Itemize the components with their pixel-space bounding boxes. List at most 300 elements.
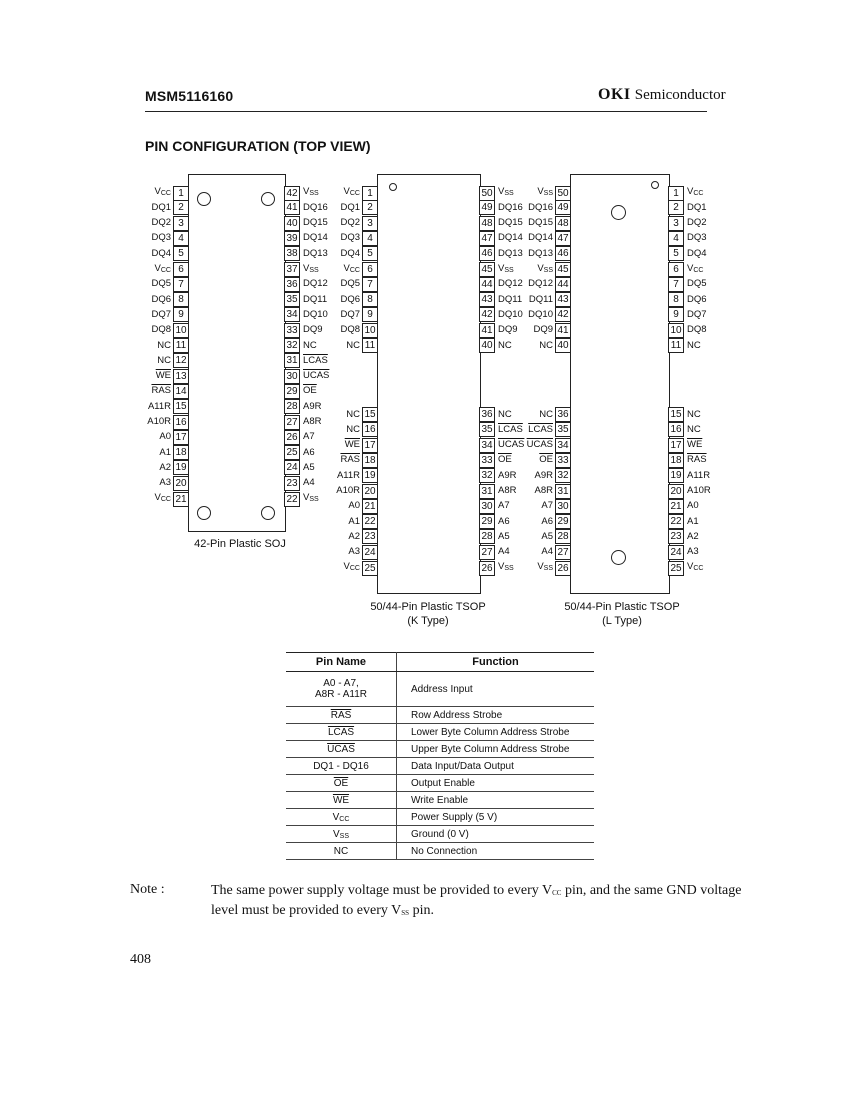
pin-number: 44	[555, 277, 571, 292]
pin-label: DQ7	[151, 308, 171, 320]
pin-number: 43	[479, 292, 495, 307]
pin-label: DQ10	[528, 308, 553, 320]
column-header-function: Function	[397, 653, 595, 672]
function-cell: Ground (0 V)	[397, 826, 595, 843]
pin-5	[668, 246, 707, 261]
pin-8	[668, 292, 707, 307]
pin-label: A4	[498, 546, 510, 558]
table-row	[286, 758, 594, 775]
pin-label: A3	[159, 477, 171, 489]
pin-label: DQ11	[303, 293, 328, 305]
pin-30	[479, 499, 510, 514]
pin-34	[284, 307, 328, 322]
pin-label: $\overline{WE}$	[344, 439, 360, 451]
pin-name-cell: $\overline{OE}$	[286, 775, 397, 792]
pin-7	[328, 277, 378, 292]
pin-12	[139, 353, 189, 368]
pin-label: $V_{SS}$	[303, 492, 319, 503]
tsop-l-caption	[532, 600, 712, 628]
pin-label: NC	[498, 408, 512, 420]
pin-number: 1	[668, 186, 684, 201]
pin-label: $V_{SS}$	[537, 262, 553, 274]
pin-number: 50	[555, 186, 571, 201]
pin-20	[139, 476, 189, 491]
caption-line: 42-Pin Plastic SOJ	[194, 538, 286, 550]
pin-label: $V_{CC}$	[687, 262, 704, 274]
pin-label: DQ10	[498, 308, 523, 320]
pin-label: DQ8	[151, 324, 171, 336]
pin-number: 10	[668, 323, 684, 338]
pin-number: 40	[479, 338, 495, 353]
pin-label: A6	[303, 446, 315, 458]
pin-15	[668, 407, 701, 422]
pin-number: 43	[555, 292, 571, 307]
pin-label: $V_{SS}$	[303, 186, 319, 197]
pin-label: NC	[346, 339, 360, 351]
pin-label: $V_{SS}$	[537, 186, 553, 197]
pin-label: DQ16	[498, 201, 523, 213]
pin-number: 49	[555, 200, 571, 215]
column-header-pin-name: Pin Name	[286, 653, 397, 672]
mounting-hole-icon	[611, 550, 626, 565]
pin-24	[284, 460, 315, 475]
pin-label: NC	[539, 408, 553, 420]
pin-5	[139, 246, 189, 261]
pin-6	[668, 262, 703, 277]
pin-22	[668, 514, 699, 529]
pin-label: $\overline{RAS}$	[340, 454, 360, 466]
pin-label: A5	[498, 530, 510, 542]
pin-number: 21	[173, 492, 189, 507]
pin-11	[668, 338, 701, 353]
pin-32	[284, 338, 317, 353]
pin-label: DQ5	[687, 278, 707, 290]
pin-number: 31	[284, 353, 300, 368]
pin-label: DQ4	[151, 247, 171, 259]
pin-4	[668, 231, 707, 246]
pin-number: 11	[668, 338, 684, 353]
pin-30	[516, 499, 571, 514]
pin-label: UCAS	[498, 439, 525, 451]
pin-number: 32	[555, 468, 571, 483]
pin-number: 9	[173, 307, 189, 322]
pin-label: DQ5	[151, 278, 171, 290]
pin-name-cell: $V_{SS}$	[286, 826, 397, 843]
pin-label: LCAS	[303, 354, 328, 366]
pin-label: DQ11	[498, 293, 523, 305]
pin-number: 37	[284, 262, 300, 277]
pin-42	[516, 307, 571, 322]
pin-label: A11R	[687, 469, 711, 481]
brand-header	[598, 86, 726, 104]
pin-label: $V_{CC}$	[687, 561, 704, 572]
pin-33	[516, 453, 571, 468]
pin-label: A2	[348, 530, 360, 542]
pin-number: 11	[173, 338, 189, 353]
pin-label: DQ13	[303, 247, 328, 259]
pin-number: 26	[555, 561, 571, 576]
pin-19	[139, 460, 189, 475]
function-cell: Write Enable	[397, 792, 595, 809]
pin-number: 10	[173, 323, 189, 338]
pin-3	[668, 216, 707, 231]
pin-23	[328, 529, 378, 544]
pin-40	[479, 338, 512, 353]
pin-24	[668, 545, 699, 560]
pin-13	[139, 369, 189, 384]
pin-label: NC	[303, 339, 317, 351]
soj-caption	[150, 537, 330, 551]
pin-42	[284, 185, 319, 200]
pin-label: A1	[159, 446, 171, 458]
pin-number: 28	[555, 529, 571, 544]
pin-number: 25	[284, 445, 300, 460]
pin-number: 38	[284, 246, 300, 261]
pin-33	[479, 453, 512, 468]
pin-label: A0	[159, 431, 171, 443]
caption-line: 50/44-Pin Plastic TSOP	[564, 601, 680, 613]
table-row	[286, 707, 594, 724]
pin-number: 17	[362, 438, 378, 453]
pin-label: NC	[157, 339, 171, 351]
pin-number: 14	[173, 384, 189, 399]
pin-21	[328, 499, 378, 514]
pin-label: DQ3	[340, 232, 360, 244]
pin-number: 48	[479, 216, 495, 231]
pin-22	[284, 491, 319, 506]
pin-label: $V_{CC}$	[343, 561, 360, 572]
pin-16	[139, 415, 189, 430]
pin-number: 18	[668, 453, 684, 468]
pin-21	[139, 491, 189, 506]
pin-1	[139, 185, 189, 200]
pin-label: DQ2	[151, 217, 171, 229]
pin-2	[668, 200, 707, 215]
pin-number: 2	[362, 200, 378, 215]
pin-label: A10R	[687, 485, 711, 496]
pin-19	[328, 468, 378, 483]
pin-5	[328, 246, 378, 261]
brand-logo: OKI	[598, 86, 631, 103]
pin-31	[479, 484, 516, 499]
pin-name-cell: $\overline{RAS}$	[286, 707, 397, 724]
pin-48	[516, 216, 571, 231]
pin-label: A3	[348, 546, 360, 558]
pin-28	[479, 529, 510, 544]
pin-label: A10R	[147, 416, 171, 427]
pin-label: DQ4	[340, 247, 360, 259]
pin-number: 42	[479, 307, 495, 322]
pin-label: DQ14	[528, 232, 553, 244]
pin-label: A7	[303, 431, 315, 443]
pin-number: 25	[668, 561, 684, 576]
pin-38	[284, 246, 328, 261]
pin-18	[328, 453, 378, 468]
pin-number: 29	[479, 514, 495, 529]
pin-name-cell: NC	[286, 843, 397, 860]
pin-number: 5	[362, 246, 378, 261]
mounting-hole-icon	[197, 192, 211, 206]
pin-label: A8R	[303, 416, 322, 427]
pin-number: 27	[284, 415, 300, 430]
brand-suffix: Semiconductor	[634, 87, 726, 103]
note-text	[211, 882, 771, 922]
pin-number: 33	[284, 323, 300, 338]
pin-label: LCAS	[498, 423, 523, 435]
pin-label: DQ6	[340, 293, 360, 305]
pin-number: 8	[668, 292, 684, 307]
function-cell: Address Input	[397, 672, 595, 707]
pin-label: DQ15	[528, 217, 553, 229]
function-cell: Upper Byte Column Address Strobe	[397, 741, 595, 758]
pin-9	[139, 307, 189, 322]
pin-label: A6	[541, 515, 553, 527]
pin-name-cell: $V_{CC}$	[286, 809, 397, 826]
pin1-marker-icon	[389, 183, 397, 191]
pin-label: DQ13	[498, 247, 523, 259]
caption-line: (L Type)	[602, 615, 642, 627]
pin-label: $V_{CC}$	[343, 186, 360, 197]
pin-label: A6	[498, 515, 510, 527]
pin-number: 30	[479, 499, 495, 514]
pin-label: DQ14	[303, 232, 328, 244]
pin-15	[328, 407, 378, 422]
pin-number: 36	[479, 407, 495, 422]
pin-number: 5	[173, 246, 189, 261]
table-row	[286, 724, 594, 741]
pin-36	[284, 277, 328, 292]
pin-8	[139, 292, 189, 307]
pin-19	[668, 468, 710, 483]
pin-25	[668, 560, 703, 575]
pin-label: DQ7	[687, 308, 707, 320]
pin-label: A2	[687, 530, 699, 542]
pin-label: DQ12	[303, 278, 328, 290]
pin-number: 25	[362, 561, 378, 576]
pin-34	[516, 438, 571, 453]
pin-number: 34	[555, 438, 571, 453]
pin-label: DQ9	[303, 324, 323, 336]
pin-27	[516, 545, 571, 560]
pin-number: 45	[555, 262, 571, 277]
pin-number: 13	[173, 369, 189, 384]
tsop-l-body	[570, 174, 670, 594]
pin-10	[668, 323, 707, 338]
caption-line: (K Type)	[407, 615, 449, 627]
pin-label: $\overline{OE}$	[303, 385, 317, 397]
pin-16	[328, 422, 378, 437]
pin-number: 50	[479, 186, 495, 201]
pin-number: 8	[173, 292, 189, 307]
pin-29	[516, 514, 571, 529]
pin-label: DQ8	[340, 324, 360, 336]
pin-label: A5	[303, 461, 315, 473]
pin-name-cell: UCAS	[286, 741, 397, 758]
pin-number: 20	[362, 484, 378, 499]
pin-label: UCAS	[303, 370, 330, 382]
pin-15	[139, 399, 189, 414]
pin-35	[516, 422, 571, 437]
pin-label: NC	[687, 423, 701, 435]
table-row	[286, 741, 594, 758]
pin-number: 30	[284, 369, 300, 384]
pin-25	[284, 445, 315, 460]
pin-41	[516, 323, 571, 338]
pin-44	[516, 277, 571, 292]
pin-16	[668, 422, 701, 437]
pin-number: 15	[668, 407, 684, 422]
pin-number: 26	[479, 561, 495, 576]
pin-number: 2	[668, 200, 684, 215]
pin-29	[479, 514, 510, 529]
pin-14	[139, 384, 189, 399]
pin-number: 24	[362, 545, 378, 560]
pin-number: 22	[362, 514, 378, 529]
pin-label: DQ16	[303, 201, 328, 213]
pin-number: 15	[173, 399, 189, 414]
pin-label: A9R	[303, 400, 322, 412]
pin-17	[139, 430, 189, 445]
pin-label: A9R	[498, 469, 517, 481]
pin-number: 24	[668, 545, 684, 560]
table-row	[286, 775, 594, 792]
pin-3	[139, 216, 189, 231]
pin-label: DQ16	[528, 201, 553, 213]
pin-7	[668, 277, 707, 292]
pin-name-cell: LCAS	[286, 724, 397, 741]
pin-11	[139, 338, 189, 353]
pin-label: DQ9	[498, 324, 518, 336]
pin-label: A1	[687, 515, 699, 527]
pin-name-cell: DQ1 - DQ16	[286, 758, 397, 775]
pin-label: NC	[687, 339, 701, 351]
pin-10	[328, 323, 378, 338]
pin-number: 35	[479, 422, 495, 437]
pin-number: 33	[555, 453, 571, 468]
pin-8	[328, 292, 378, 307]
pin-label: $V_{CC}$	[154, 186, 171, 197]
pin-number: 27	[479, 545, 495, 560]
pin-label: DQ2	[340, 217, 360, 229]
pin-name-cell: $\overline{WE}$	[286, 792, 397, 809]
pin-number: 12	[173, 353, 189, 368]
pin-label: A11R	[147, 400, 171, 412]
pin-label: DQ6	[151, 293, 171, 305]
pin-number: 39	[284, 231, 300, 246]
pin-number: 48	[555, 216, 571, 231]
pin-50	[479, 185, 514, 200]
pin-label: $V_{SS}$	[498, 186, 514, 197]
pin-number: 26	[284, 430, 300, 445]
pin-label: DQ1	[687, 201, 707, 213]
pin-number: 17	[668, 438, 684, 453]
pin-label: DQ1	[151, 201, 171, 213]
pin-label: DQ3	[151, 232, 171, 244]
pin-number: 28	[284, 399, 300, 414]
pin-label: A4	[303, 477, 315, 489]
pin-label: DQ12	[498, 278, 523, 290]
pin-28	[516, 529, 571, 544]
note-text-part: The same power supply voltage must be provided to every $V_{CC}$ pin, and the same GND voltage level must be provided to every $V_{SS}$ pin.	[211, 883, 742, 918]
pin-number: 46	[479, 246, 495, 261]
pin-label: $V_{SS}$	[537, 561, 553, 572]
pin-number: 41	[284, 200, 300, 215]
pin-number: 4	[668, 231, 684, 246]
pin-21	[668, 499, 699, 514]
pin-label: $V_{SS}$	[498, 262, 514, 274]
pin-number: 32	[479, 468, 495, 483]
pin-20	[328, 484, 378, 499]
pin-number: 35	[555, 422, 571, 437]
pin-number: 31	[479, 484, 495, 499]
pin-number: 42	[284, 186, 300, 201]
pin-number: 44	[479, 277, 495, 292]
pin-45	[516, 262, 571, 277]
pin-number: 34	[479, 438, 495, 453]
pin-3	[328, 216, 378, 231]
tsop-k-caption	[338, 600, 518, 628]
function-cell: Lower Byte Column Address Strobe	[397, 724, 595, 741]
pin-30	[284, 369, 329, 384]
pin-number: 4	[173, 231, 189, 246]
pin-label: A1	[348, 515, 360, 527]
pin-number: 6	[668, 262, 684, 277]
pin-label: $V_{CC}$	[154, 262, 171, 274]
pin-43	[516, 292, 571, 307]
pin-label: A8R	[534, 485, 553, 496]
table-row	[286, 672, 594, 707]
pin-label: DQ10	[303, 308, 328, 320]
function-cell: No Connection	[397, 843, 595, 860]
pin-number: 36	[284, 277, 300, 292]
mounting-hole-icon	[261, 506, 275, 520]
pin-number: 47	[479, 231, 495, 246]
pin-6	[139, 262, 189, 277]
pin-9	[668, 307, 707, 322]
pin-label: DQ7	[340, 308, 360, 320]
tsop-k-body	[377, 174, 481, 594]
pin-11	[328, 338, 378, 353]
pin-label: NC	[687, 408, 701, 420]
pin-number: 40	[555, 338, 571, 353]
pin-28	[284, 399, 321, 414]
pin-label: $V_{CC}$	[343, 262, 360, 274]
pin-18	[668, 453, 707, 468]
pin-label: DQ12	[528, 278, 553, 290]
table-row	[286, 792, 594, 809]
pin-45	[479, 262, 514, 277]
pin-label: A4	[541, 546, 553, 558]
pin-label: LCAS	[528, 423, 553, 435]
pin-39	[284, 231, 328, 246]
pin-33	[284, 323, 323, 338]
pin-22	[328, 514, 378, 529]
pin-number: 27	[555, 545, 571, 560]
pin-26	[516, 560, 571, 575]
table-row	[286, 843, 594, 860]
part-number: MSM5116160	[145, 88, 234, 104]
pin-label: DQ11	[528, 293, 553, 305]
pin-number: 7	[173, 277, 189, 292]
pin-36	[516, 407, 571, 422]
pin-number: 20	[173, 476, 189, 491]
pin-number: 19	[362, 468, 378, 483]
pin-number: 33	[479, 453, 495, 468]
pin-29	[284, 384, 317, 399]
pin1-marker-icon	[651, 181, 659, 189]
pin-47	[516, 231, 571, 246]
pin-7	[139, 277, 189, 292]
